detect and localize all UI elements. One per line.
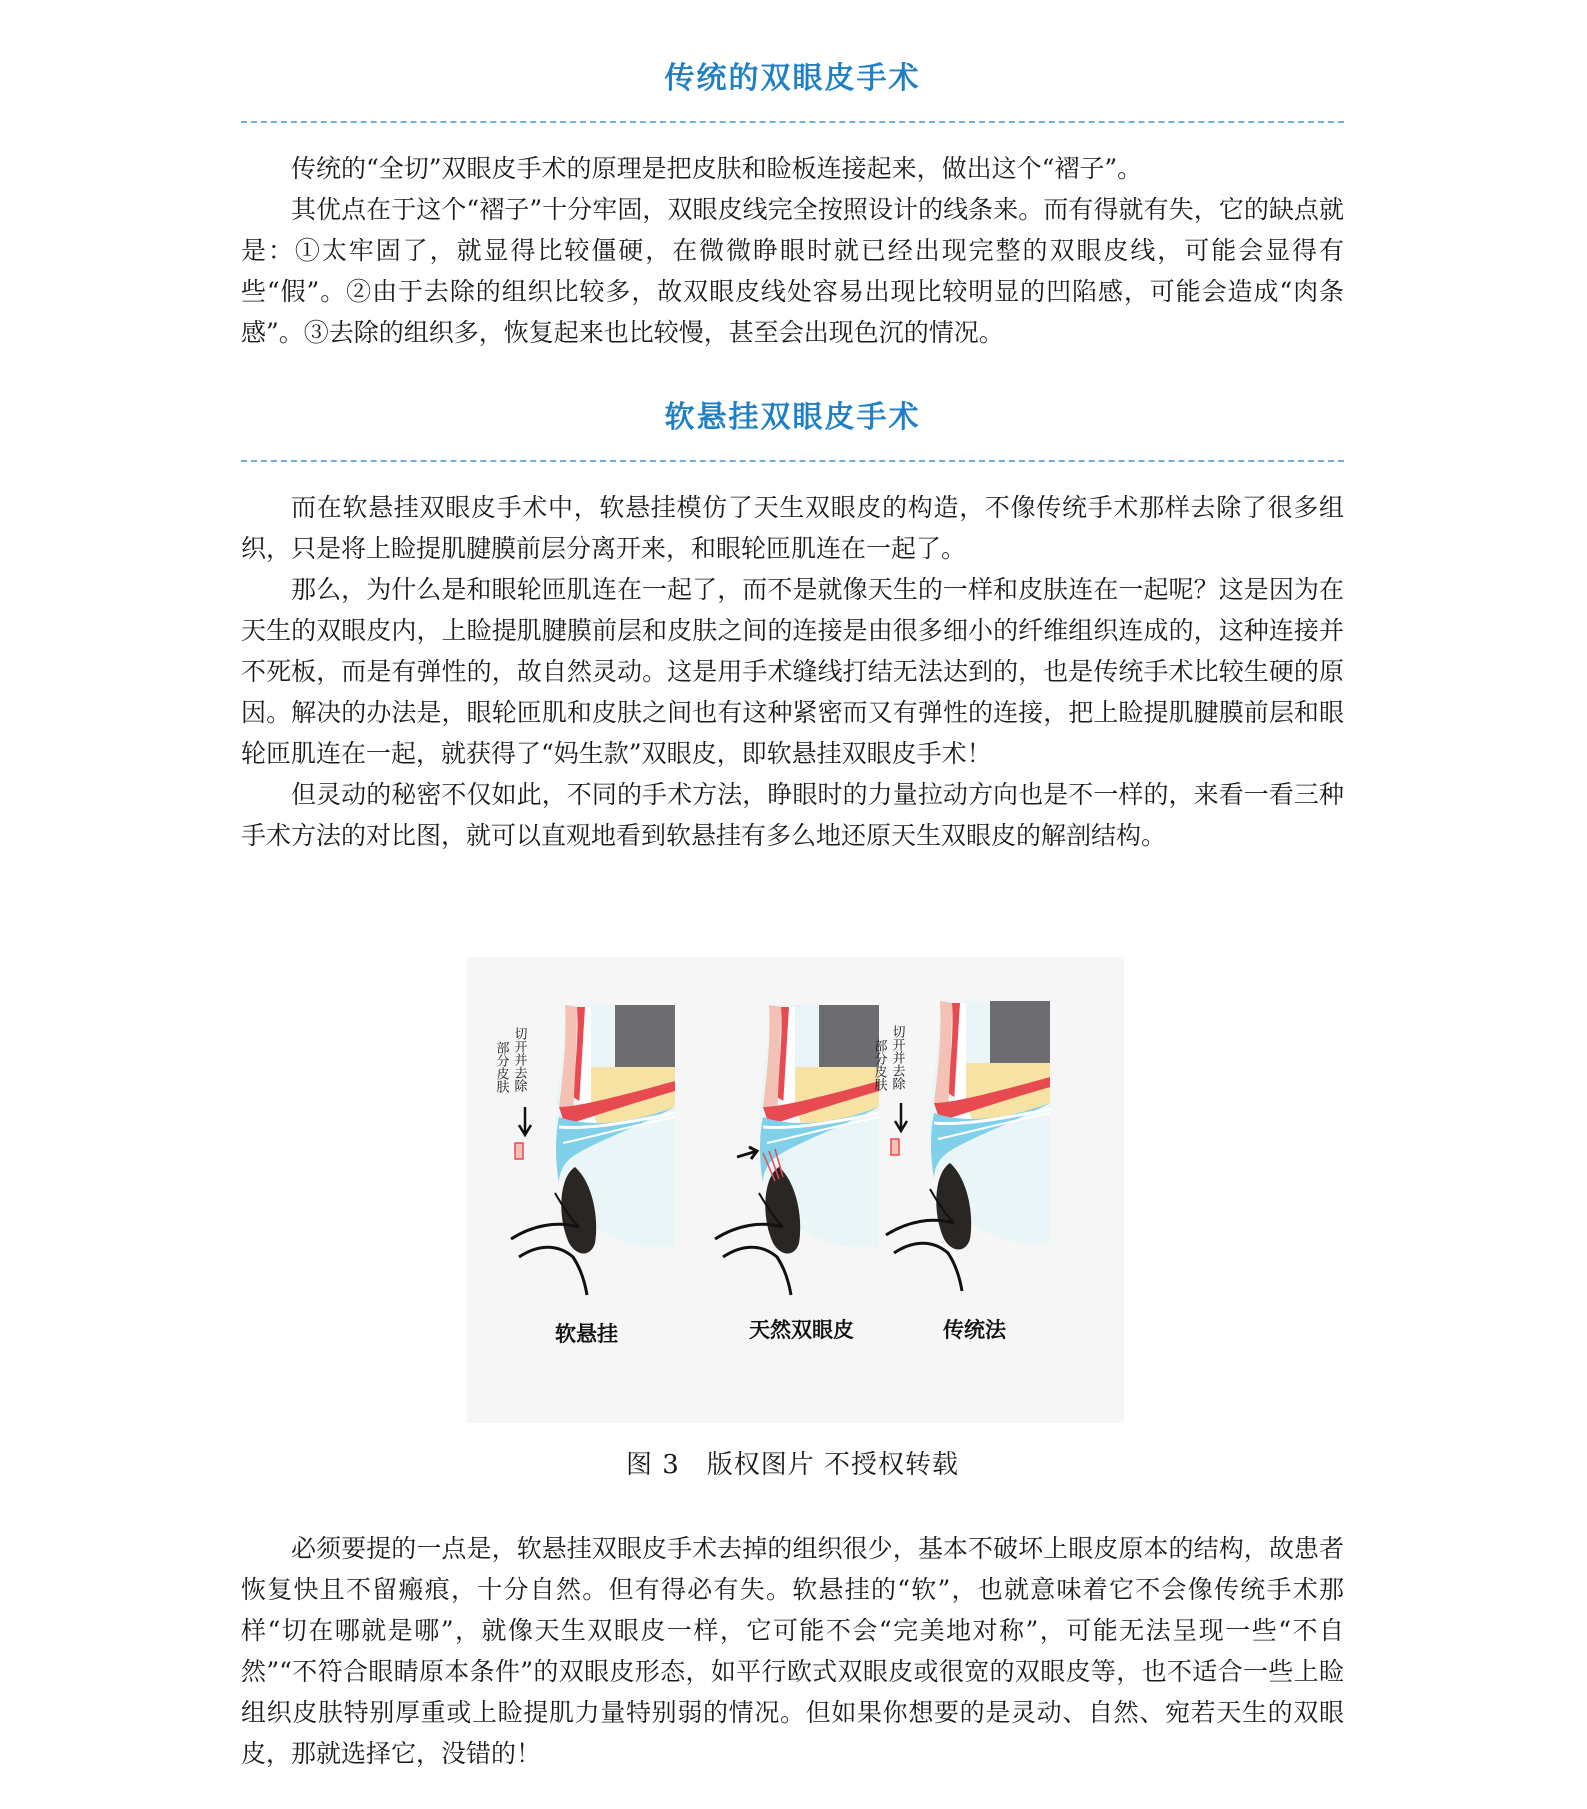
arrow-down-icon <box>519 1107 531 1135</box>
figure-caption: 图 3 版权图片 不授权转载 <box>625 1450 960 1480</box>
skin-removal-marker <box>891 1139 899 1155</box>
panel-traditional <box>872 1001 1051 1342</box>
paragraph: 必须要提的一点是，软悬挂双眼皮手术去掉的组织很少，基本不破坏上眼皮原本的结构，故患者恢复快且不留瘢痕，十分自然。但有得必有失。软悬挂的“软”，也就意味着它不会像传统手术那样“切在哪就是哪”，就像天生双眼皮一样，它可能不会“完美地对称”，可能无法呈现一些“不自然”“不符合眼睛原本条件”的双眼皮形态，如平行欧式双眼皮或很宽的双眼皮等，也不适合一些上睑组织皮肤特别厚重或上睑提肌力量特别弱的情况。但如果你想要的是灵动、自然、宛若天生的双眼皮，那就选择它，没错的！ <box>241 1534 1344 1768</box>
section-conclusion <box>241 1528 1344 1774</box>
paragraph: 那么，为什么是和眼轮匝肌连在一起了，而不是就像天生的一样和皮肤连在一起呢？这是因为在天生的双眼皮内，上睑提肌腱膜前层和皮肤之间的连接是由很多细小的纤维组织连成的，这种连接并不死板，而是有弹性的，故自然灵动。这是用手术缝线打结无法达到的，也是传统手术比较生硬的原因。解决的办法是，眼轮匝肌和皮肤之间也有这种紧密而又有弹性的连接，把上睑提肌腱膜前层和眼轮匝肌连在一起，就获得了“妈生款”双眼皮，即软悬挂双眼皮手术！ <box>241 575 1344 768</box>
panel-label: 软悬挂 <box>555 1322 618 1346</box>
arrow-right-icon <box>737 1147 757 1159</box>
section-heading-traditional: 传统的双眼皮手术 <box>664 61 921 96</box>
section-heading-soft-suspension: 软悬挂双眼皮手术 <box>664 400 921 435</box>
section-traditional <box>241 148 1344 353</box>
paragraph: 传统的“全切”双眼皮手术的原理是把皮肤和睑板连接起来，做出这个“褶子”。 <box>291 154 1143 183</box>
eyelid-illustration <box>467 957 1124 1423</box>
panel-natural-double-eyelid <box>715 1005 879 1342</box>
section-soft-suspension <box>241 487 1344 856</box>
panel-soft-suspension <box>494 1005 676 1346</box>
side-note-line: 切开并去除 <box>511 1027 527 1092</box>
side-note-line: 切开并去除 <box>889 1025 905 1090</box>
side-note-line: 部分皮肤 <box>493 1041 509 1093</box>
panel-label: 传统法 <box>943 1318 1006 1342</box>
arrow-down-icon <box>895 1103 907 1131</box>
paragraph: 其优点在于这个“褶子”十分牢固，双眼皮线完全按照设计的线条来。而有得就有失，它的缺点就是：①太牢固了，就显得比较僵硬，在微微睁眼时就已经出现完整的双眼皮线，可能会显得有些“假”。②由于去除的组织比较多，故双眼皮线处容易出现比较明显的凹陷感，可能会造成“肉条感”。③去除的组织多，恢复起来也比较慢，甚至会出现色沉的情况。 <box>241 195 1344 347</box>
heading-divider <box>241 121 1344 123</box>
panel-label: 天然双眼皮 <box>749 1318 854 1342</box>
paragraph: 而在软悬挂双眼皮手术中，软悬挂模仿了天生双眼皮的构造，不像传统手术那样去除了很多组织，只是将上睑提肌腱膜前层分离开来，和眼轮匝肌连在一起了。 <box>241 493 1344 563</box>
paragraph: 但灵动的秘密不仅如此，不同的手术方法，睁眼时的力量拉动方向也是不一样的，来看一看三种手术方法的对比图，就可以直观地看到软悬挂有多么地还原天生双眼皮的解剖结构。 <box>241 780 1344 850</box>
heading-divider <box>241 460 1344 462</box>
eyelid-comparison-figure <box>467 957 1124 1423</box>
skin-removal-marker <box>515 1143 523 1159</box>
side-note-line: 部分皮肤 <box>871 1039 887 1091</box>
